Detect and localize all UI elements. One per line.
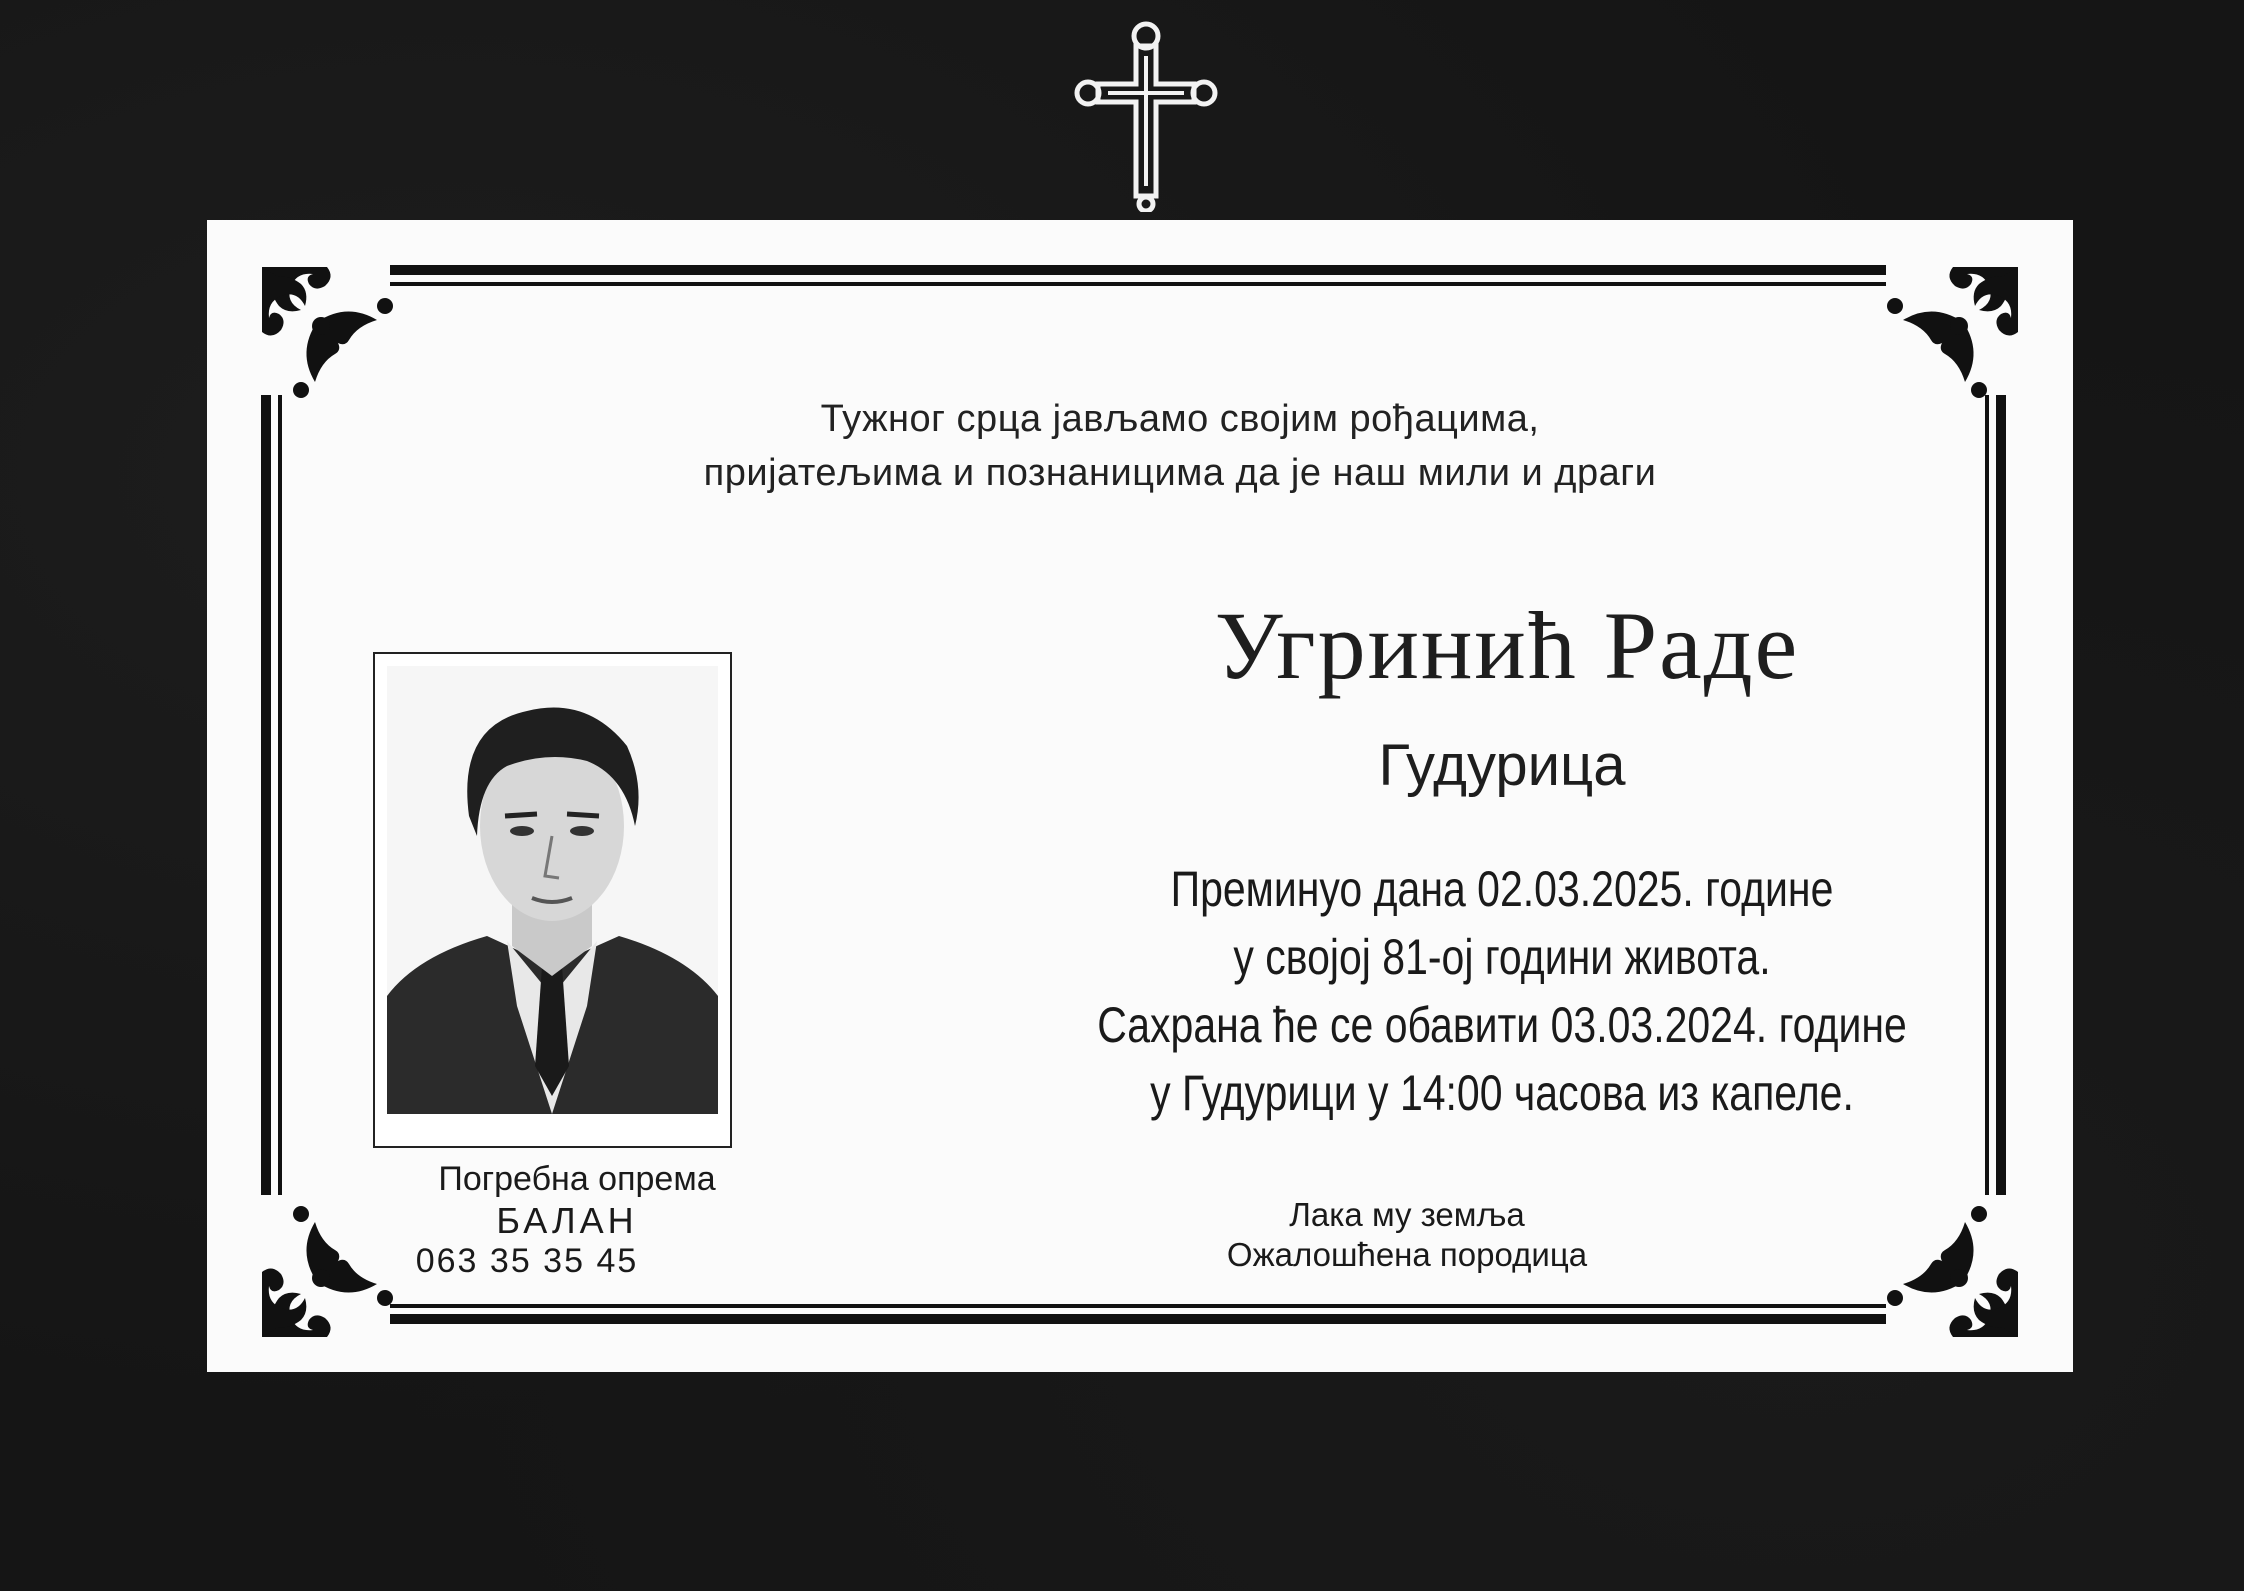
intro-line-2: пријатељима и познаницима да је наш мили и драги [703,452,1657,494]
sponsor-name: БАЛАН [496,1200,638,1241]
corner-ornament-top-left [257,262,397,402]
closing-line-1: Лака му земља [1289,1196,1525,1233]
left-border-thin [278,395,282,1195]
bottom-border-thin [390,1304,1886,1308]
bottom-border-thick [390,1314,1886,1324]
left-border-thick [261,395,271,1195]
corner-ornament-bottom-right [1883,1202,2023,1342]
cross-icon [1070,16,1222,212]
top-border-thin [390,282,1886,286]
age-line: у својој 81-ој години живота. [1233,929,1771,985]
obituary-card [207,220,2073,1372]
closing-line-2: Ожалошћена породица [1226,1236,1588,1273]
intro-line-1: Тужног срца јављамо својим рођацима, [820,398,1540,440]
top-border-thick [390,265,1886,275]
sponsor-phone: 063 35 35 45 [415,1242,639,1280]
funeral-place-line: у Гудурици у 14:00 часова из капеле. [1150,1065,1854,1121]
photo-frame [373,652,732,1148]
death-date-line: Преминуо дана 02.03.2025. године [1170,861,1834,917]
funeral-date-line: Сахрана ће се обавити 03.03.2024. године [1097,997,1907,1053]
portrait-photo [387,666,718,1114]
deceased-name: Угринић Раде [1214,592,1800,699]
sponsor-label: Погребна опрема [438,1160,716,1198]
corner-ornament-top-right [1883,262,2023,402]
village-name: Гудурица [1378,733,1626,798]
